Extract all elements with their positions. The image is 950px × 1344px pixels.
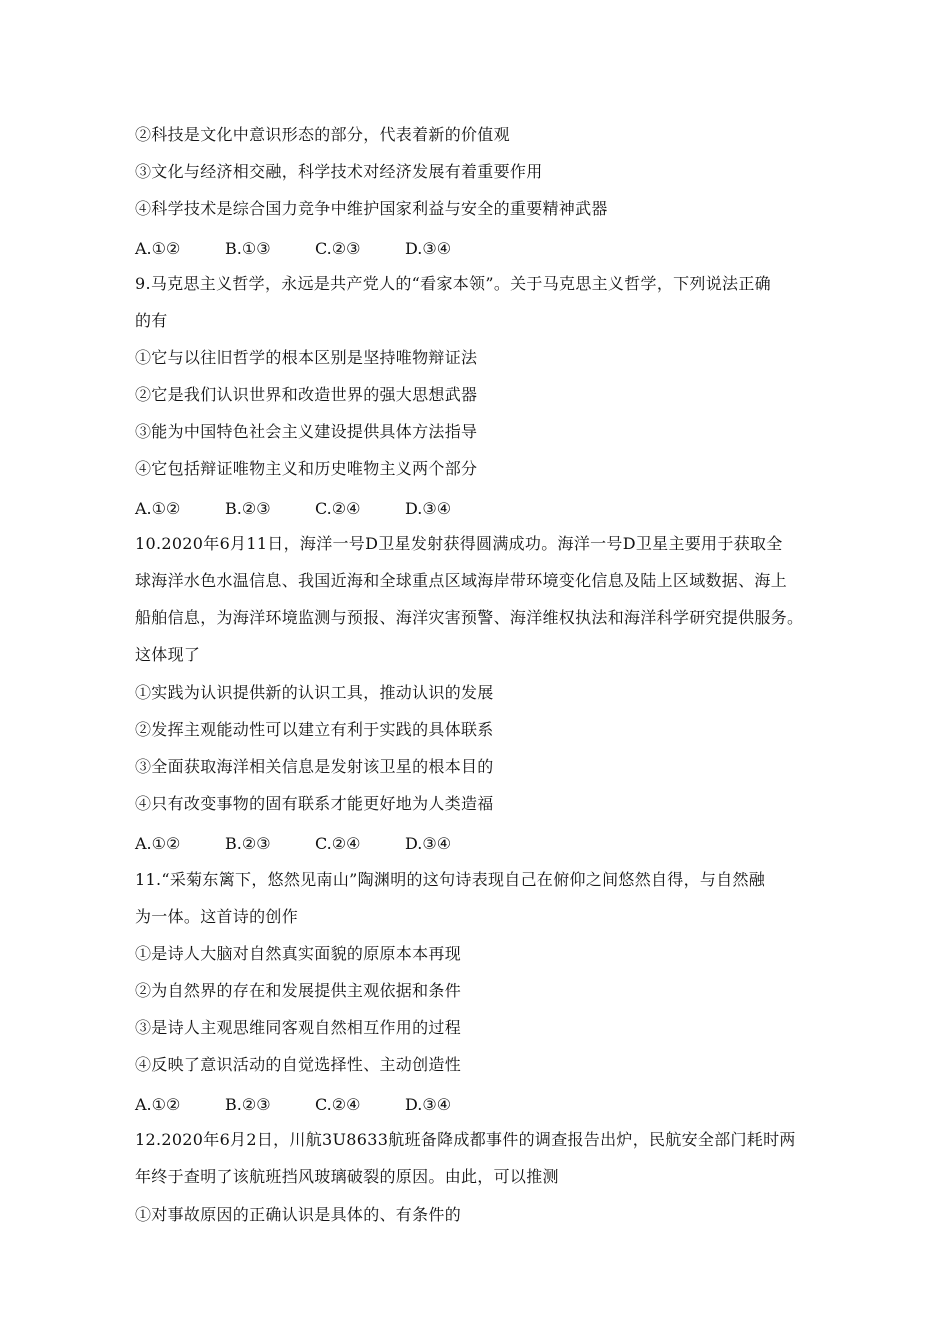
q8-option-a: A.①② xyxy=(135,239,181,258)
q11-item-2: ②为自然界的存在和发展提供主观依据和条件 xyxy=(135,981,462,1000)
q10-stem-line-4: 这体现了 xyxy=(135,645,201,664)
q8-option-b: B.①③ xyxy=(225,239,271,258)
q11-item-4: ④反映了意识活动的自觉选择性、主动创造性 xyxy=(135,1055,462,1074)
q12-item-1: ①对事故原因的正确认识是具体的、有条件的 xyxy=(135,1205,462,1224)
q10-option-d: D.③④ xyxy=(405,834,452,853)
q11-options xyxy=(135,1094,825,1116)
q9-stem-line-2: 的有 xyxy=(135,311,168,330)
q10-stem-line-1: 10.2020年6月11日，海洋一号D卫星发射获得圆满成功。海洋一号D卫星主要用于获取全 xyxy=(135,534,783,553)
q8-item-4: ④科学技术是综合国力竞争中维护国家利益与安全的重要精神武器 xyxy=(135,199,608,218)
q9-option-d: D.③④ xyxy=(405,499,452,518)
q8-item-3: ③文化与经济相交融，科学技术对经济发展有着重要作用 xyxy=(135,162,543,181)
q12-stem-line-2: 年终于查明了该航班挡风玻璃破裂的原因。由此，可以推测 xyxy=(135,1167,559,1186)
q10-stem-line-3: 船舶信息，为海洋环境监测与预报、海洋灾害预警、海洋维权执法和海洋科学研究提供服务。 xyxy=(135,608,804,627)
q10-options xyxy=(135,833,825,855)
q11-option-d: D.③④ xyxy=(405,1095,452,1114)
q9-option-a: A.①② xyxy=(135,499,181,518)
q9-options xyxy=(135,498,825,520)
q11-option-c: C.②④ xyxy=(315,1095,361,1114)
q9-item-1: ①它与以往旧哲学的根本区别是坚持唯物辩证法 xyxy=(135,348,478,367)
q9-option-c: C.②④ xyxy=(315,499,361,518)
q10-option-c: C.②④ xyxy=(315,834,361,853)
q8-option-d: D.③④ xyxy=(405,239,452,258)
q11-option-b: B.②③ xyxy=(225,1095,271,1114)
q11-item-1: ①是诗人大脑对自然真实面貌的原原本本再现 xyxy=(135,944,462,963)
q11-stem-line-1: 11.“采菊东篱下，悠然见南山”陶渊明的这句诗表现自己在俯仰之间悠然自得，与自然融 xyxy=(135,870,766,889)
q8-options xyxy=(135,238,825,260)
q8-item-2: ②科技是文化中意识形态的部分，代表着新的价值观 xyxy=(135,125,510,144)
q10-item-2: ②发挥主观能动性可以建立有利于实践的具体联系 xyxy=(135,720,494,739)
q10-option-b: B.②③ xyxy=(225,834,271,853)
q8-option-c: C.②③ xyxy=(315,239,361,258)
q9-option-b: B.②③ xyxy=(225,499,271,518)
q9-item-3: ③能为中国特色社会主义建设提供具体方法指导 xyxy=(135,422,478,441)
q11-stem-line-2: 为一体。这首诗的创作 xyxy=(135,907,299,926)
q11-option-a: A.①② xyxy=(135,1095,181,1114)
q10-item-1: ①实践为认识提供新的认识工具，推动认识的发展 xyxy=(135,683,494,702)
q12-stem-line-1: 12.2020年6月2日，川航3U8633航班备降成都事件的调查报告出炉，民航安全部门耗时两 xyxy=(135,1130,796,1149)
q9-item-4: ④它包括辩证唯物主义和历史唯物主义两个部分 xyxy=(135,459,478,478)
q10-stem-line-2: 球海洋水色水温信息、我国近海和全球重点区域海岸带环境变化信息及陆上区域数据、海上 xyxy=(135,571,788,590)
q11-item-3: ③是诗人主观思维同客观自然相互作用的过程 xyxy=(135,1018,462,1037)
q10-item-3: ③全面获取海洋相关信息是发射该卫星的根本目的 xyxy=(135,757,494,776)
q9-item-2: ②它是我们认识世界和改造世界的强大思想武器 xyxy=(135,385,478,404)
q10-item-4: ④只有改变事物的固有联系才能更好地为人类造福 xyxy=(135,794,494,813)
q9-stem-line-1: 9.马克思主义哲学，永远是共产党人的“看家本领”。关于马克思主义哲学，下列说法正确 xyxy=(135,274,771,293)
q10-option-a: A.①② xyxy=(135,834,181,853)
